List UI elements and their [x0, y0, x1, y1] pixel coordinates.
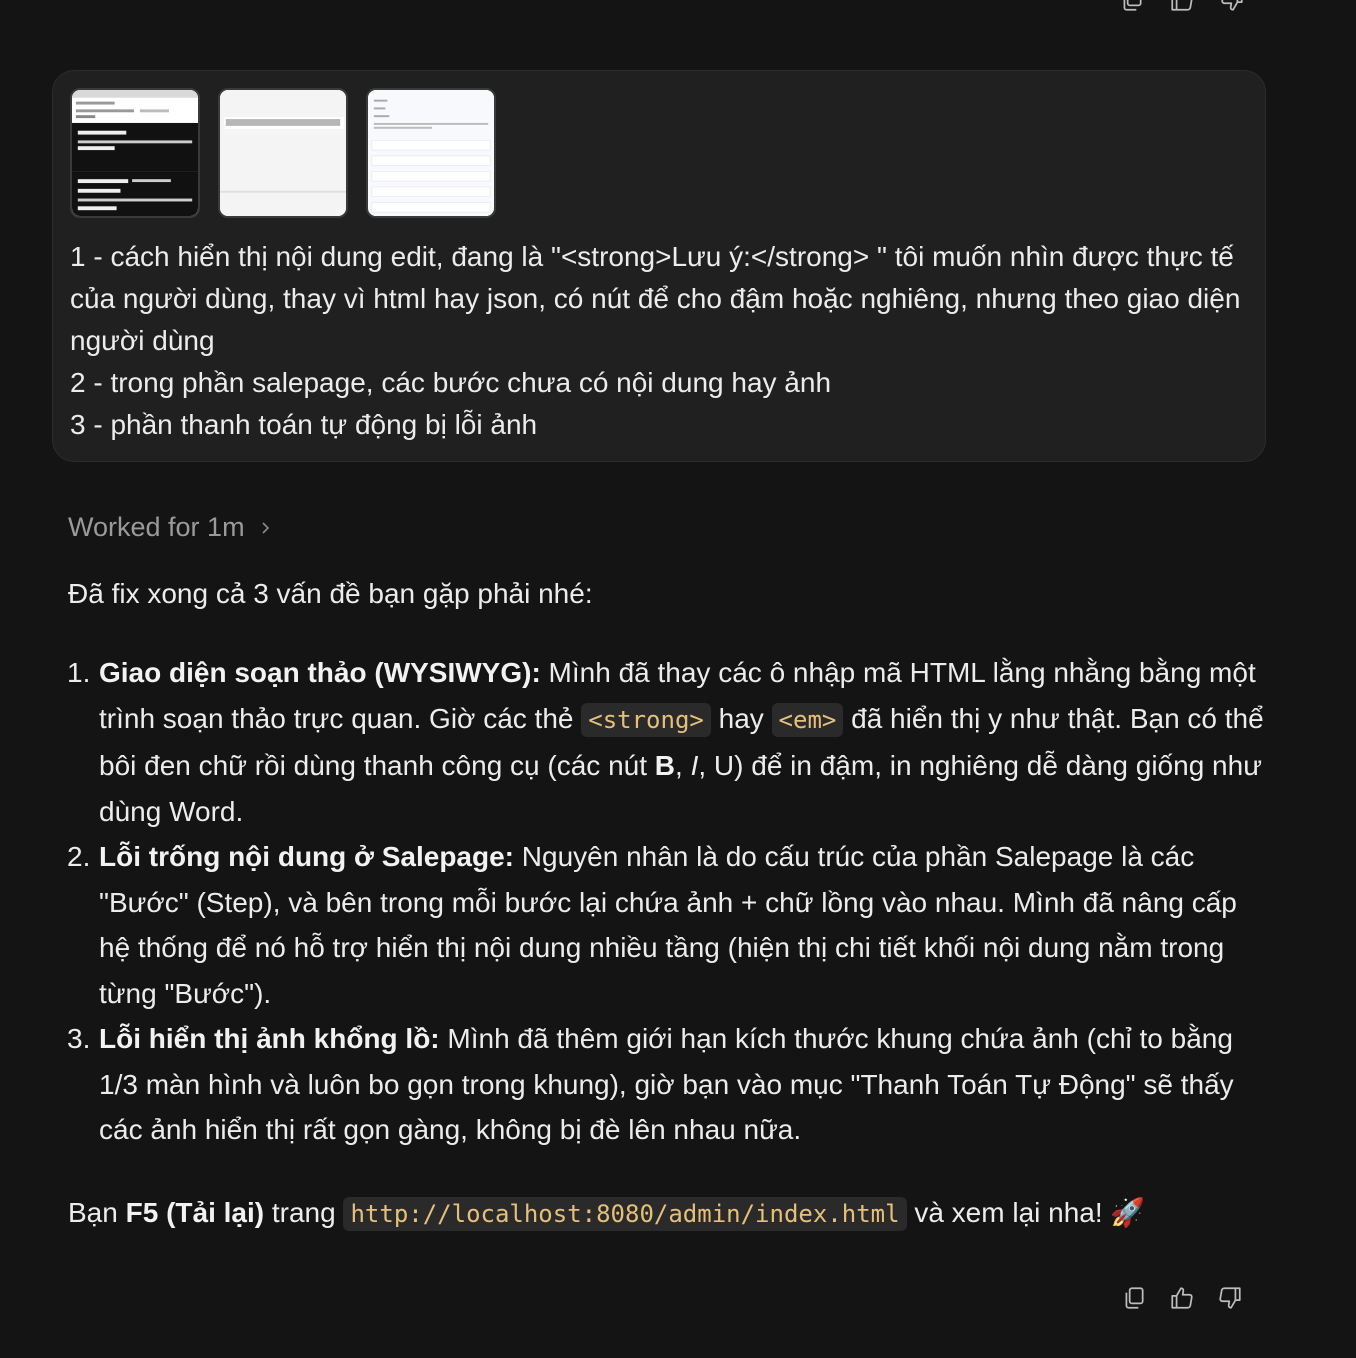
list-item: 2. Lỗi trống nội dung ở Salepage: Nguyên nhân là do cấu trúc của phần Salepage là các "Bước" (Step), và bên trong mỗi bước lại chứa ảnh + chữ lồng vào nhau. Mình đã nâng cấp hệ thống để nó hỗ trợ hiển thị nội dung nhiều tầng (hiện thị chi tiết khối nội dung nằm trong từng "Bước"). [67, 841, 1237, 1009]
list-item: 3. Lỗi hiển thị ảnh khổng lồ: Mình đã thêm giới hạn kích thước khung chứa ảnh (chỉ to bằng 1/3 màn hình và luôn bo gọn trong khung), giờ bạn vào mục "Thanh Toán Tự Động" sẽ thấy các ảnh hiển thị rất gọn gàng, không bị đè lên nhau nữa. [67, 1023, 1234, 1145]
message-actions [1120, 1284, 1244, 1312]
user-line-2: 2 - trong phần salepage, các bước chưa có nội dung hay ảnh [70, 367, 832, 398]
answer-outro: Bạn F5 (Tải lại) trang http://localhost:8080/admin/index.html và xem lại nha! 🚀 [68, 1193, 1268, 1234]
attachment-list [70, 88, 1248, 218]
worked-for-label: Worked for 1m [68, 512, 245, 542]
copy-icon[interactable] [1118, 0, 1146, 14]
inline-code: <em> [772, 703, 844, 737]
attachment-thumbnail-3[interactable] [366, 88, 496, 218]
user-line-1: 1 - cách hiển thị nội dung edit, đang là "<strong>Lưu ý:</strong> " tôi muốn nhìn được thực tế của người dùng, thay vì html hay json, có nút để cho đậm hoặc nghiêng, nhưng theo giao diện người dùng [70, 241, 1241, 356]
item-title: Giao diện soạn thảo (WYSIWYG): [99, 657, 541, 688]
answer-intro: Đã fix xong cả 3 vấn đề bạn gặp phải nhé: [68, 578, 593, 609]
thumbs-up-icon[interactable] [1168, 1284, 1196, 1312]
user-message-bubble [52, 70, 1266, 462]
localhost-url-code: http://localhost:8080/admin/index.html [343, 1197, 906, 1231]
previous-message-actions [1118, 0, 1246, 14]
item-title: Lỗi trống nội dung ở Salepage: [99, 841, 514, 872]
user-line-3: 3 - phần thanh toán tự động bị lỗi ảnh [70, 409, 538, 440]
attachment-thumbnail-2[interactable] [218, 88, 348, 218]
chevron-right-icon [257, 520, 273, 536]
thumbs-up-icon[interactable] [1168, 0, 1196, 14]
worked-for-toggle[interactable] [68, 512, 273, 543]
answer-list [68, 650, 1268, 1153]
user-message-text [70, 236, 1248, 446]
list-item: 1. Giao diện soạn thảo (WYSIWYG): Mình đã thay các ô nhập mã HTML lằng nhằng bằng một trình soạn thảo trực quan. Giờ các thẻ <strong> hay <em> đã hiển thị y như thật. Bạn có thể bôi đen chữ rồi dùng thanh công cụ (các nút B, I, U) để in đậm, in nghiêng dễ dàng giống như dùng Word. [67, 657, 1264, 827]
item-title: Lỗi hiển thị ảnh khổng lồ: [99, 1023, 440, 1054]
thumbs-down-icon[interactable] [1218, 0, 1246, 14]
copy-icon[interactable] [1120, 1284, 1148, 1312]
inline-code: <strong> [581, 703, 711, 737]
thumbs-down-icon[interactable] [1216, 1284, 1244, 1312]
attachment-thumbnail-1[interactable] [70, 88, 200, 218]
assistant-message [68, 574, 1268, 1234]
